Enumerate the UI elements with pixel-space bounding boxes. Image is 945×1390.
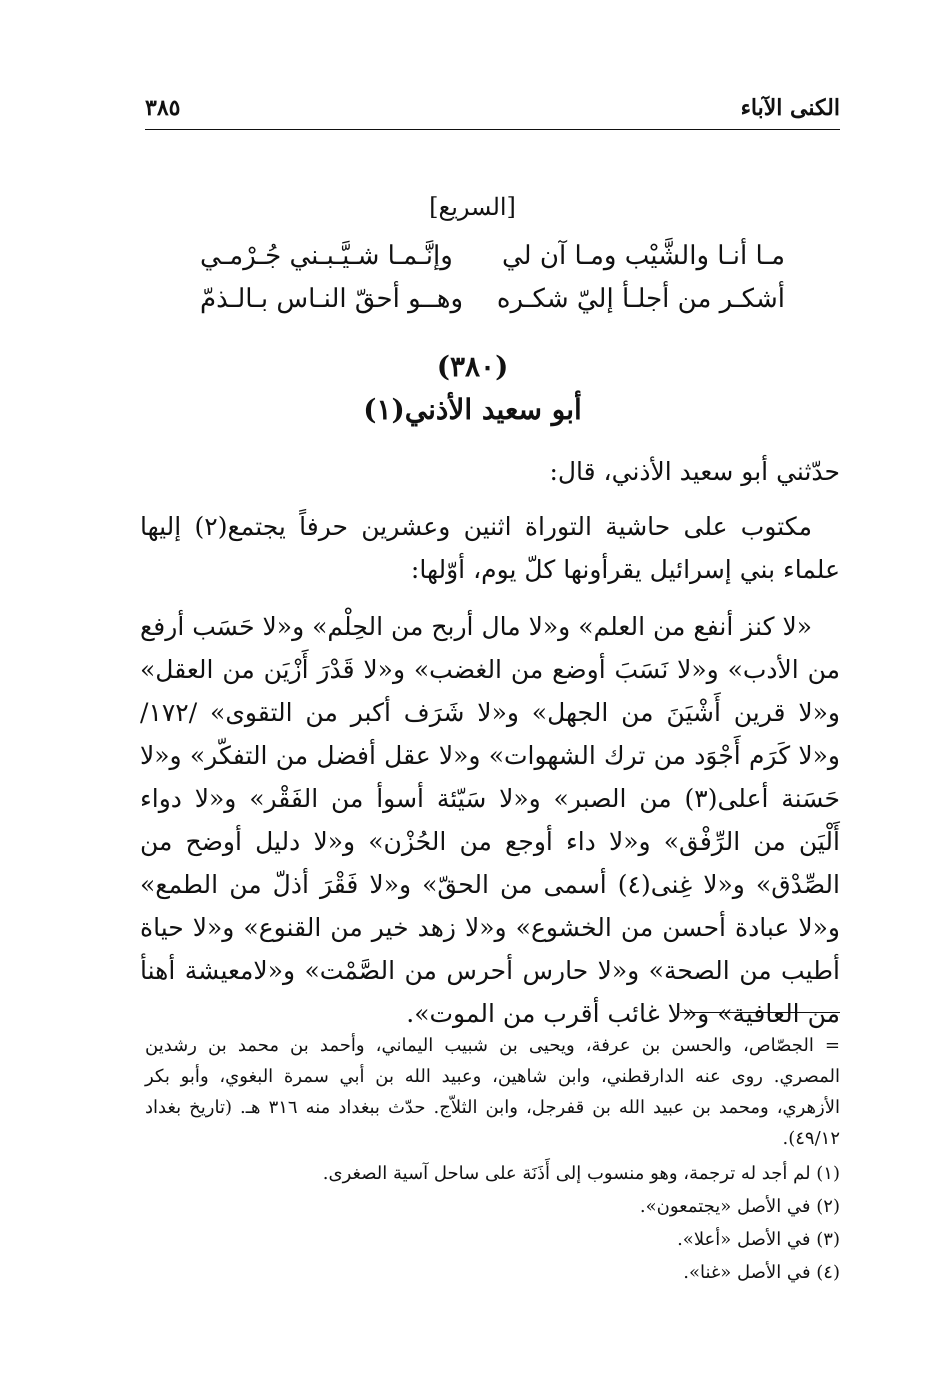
poem-verse xyxy=(200,241,785,281)
footnote: (٢) في الأصل «يجتمعون». xyxy=(639,1196,840,1217)
entry-title: أبو سعيد الأذني(١) xyxy=(363,393,582,426)
footnote: (١) لم أجد له ترجمة، وهو منسوب إلى أَذَنَة على ساحل آسية الصغرى. xyxy=(322,1163,840,1184)
footnotes xyxy=(145,1030,840,1288)
page-number: ٣٨٥ xyxy=(145,95,181,121)
footnote: (٤) في الأصل «غنا». xyxy=(683,1262,840,1283)
poem-meter: [السريع] xyxy=(429,193,516,221)
body-paragraph: «لا كنز أنفع من العلم» و«لا مال أربح من الحِلْم» و«لا حَسَب أرفع من الأدب» و«لا نَسَبَ أوضع من الغضب» و«لا قَدْرَ أَزْيَن من العقل» و«لا قرين أَشْيَنَ من الجهل» و«لا شَرَف أكبر من التقوى» /١٧٢/ و«لا كَرَم أَجْوَد من ترك الشهوات» و«لا عقل أفضل من التفكّر» و«لا حَسَنة أعلى(٣) من الصبر» و«لا سَيّئة أسوأ من الفَقْر» و«لا دواء أَلْيَن من الرِّفْق» و«لا داء أوجع من الحُزْن» و«لا دليل أوضح من الصِّدْق» و«لا غِنى(٤) أسمى من الحقّ» و«لا فَقْرَ أذلّ من الطمع» و«لا عبادة أحسن من الخشوع» و«لا زهد خير من القنوع» و«لا حياة أطيب من الصحة» و«لا حارس أحرس من الصَّمْت» و«لامعيشة أهنأ من العافية» و«لا غائب أقرب من الموت». xyxy=(140,612,840,1028)
running-title: الكنى الآباء xyxy=(740,95,840,121)
poem-verse xyxy=(200,284,785,324)
footnote-continued: = الجصّاص، والحسن بن عرفة، ويحيى بن شبيب اليماني، وأحمد بن محمد بن رشدين المصري. روى عنه الدارقطني، وابن شاهين، وعبيد الله بن أبي سمرة البغوي، وأبو بكر الأزهري، ومحمد بن عبيد الله بن قفرجل، وابن الثلاّج. حدّث ببغداد منه ٣١٦ هـ. (تاريخ بغداد ٤٩/١٢). xyxy=(145,1035,840,1149)
verse-first-hemistich: أشكـر من أجلـأ إليّ شكـره xyxy=(496,284,785,314)
verse-second-hemistich: وإنَّـمـا شـيَّـبـني جُـرْمـي xyxy=(200,241,453,271)
body-paragraph: مكتوب على حاشية التوراة اثنين وعشرين حرفاً يجتمع(٢) إليها علماء بني إسرائيل يقرأونها كلّ يوم، أوّلها: xyxy=(140,512,840,584)
footnote: (٣) في الأصل «أعلا». xyxy=(677,1229,840,1250)
verse-first-hemistich: مـا أنـا والشَّيْب ومـا آن لي xyxy=(502,241,785,271)
running-header xyxy=(145,95,840,130)
main-text xyxy=(140,450,840,1035)
verse-second-hemistich: وهــو أحقّ النـاس بـالـذمّ xyxy=(200,284,464,314)
intro-line: حدّثني أبو سعيد الأذني، قال: xyxy=(549,457,840,486)
footnote-separator xyxy=(680,1012,840,1013)
entry-number: (٣٨٠) xyxy=(436,350,509,383)
